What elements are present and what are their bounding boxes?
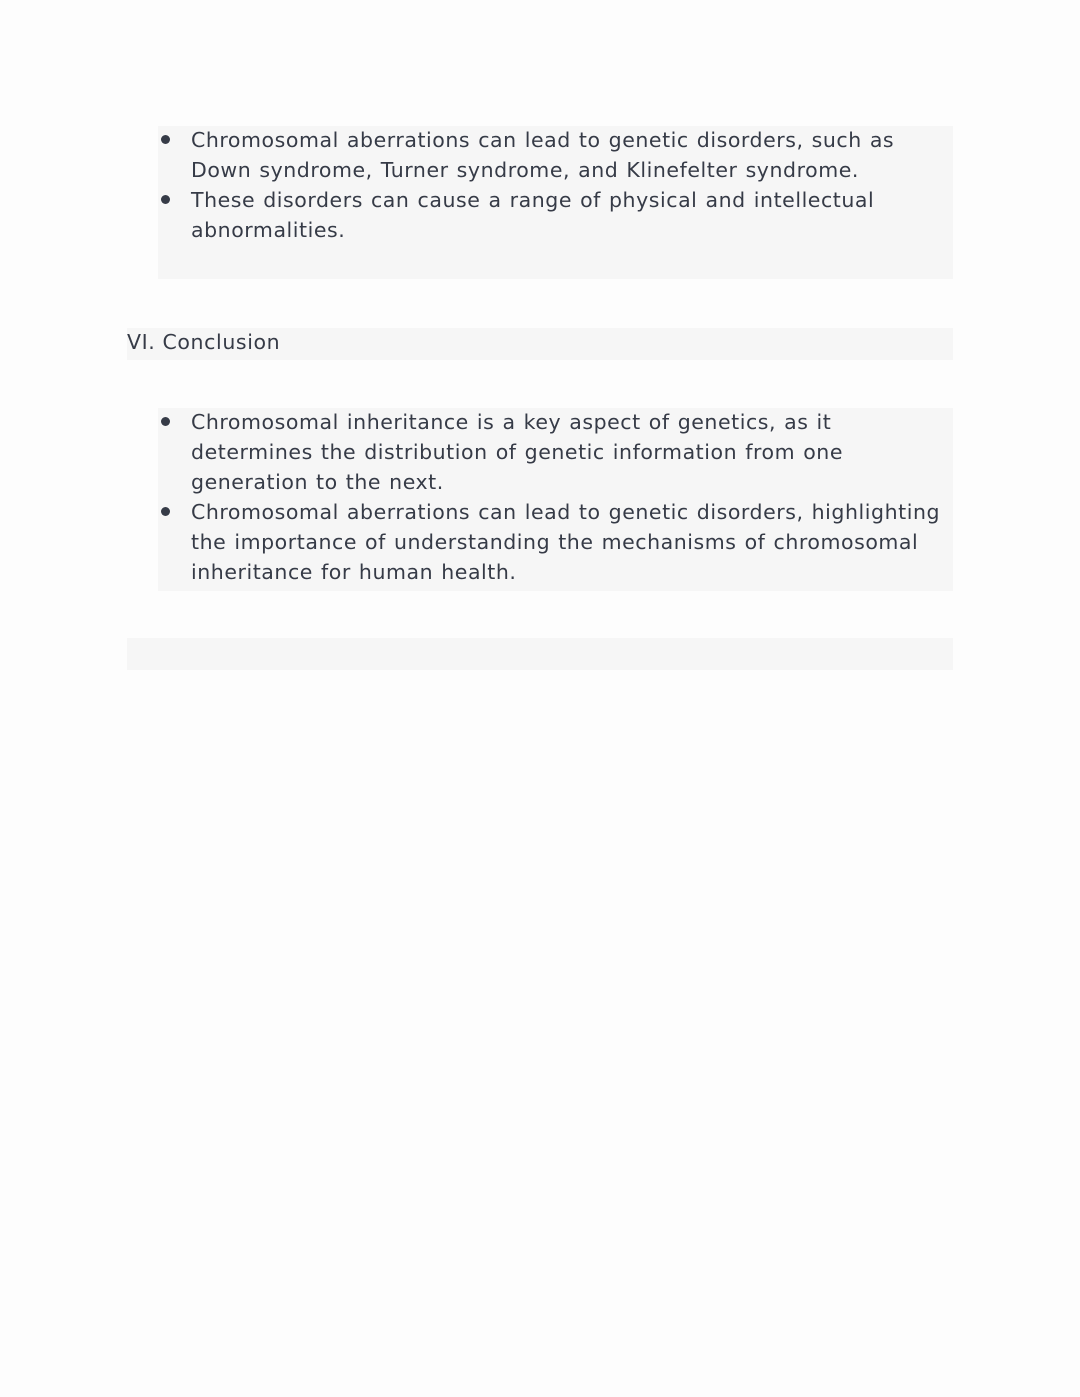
bullet-dot-icon [161, 135, 170, 144]
conclusion-heading-block [127, 328, 953, 360]
bullet-item [158, 125, 953, 185]
conclusion-bullet-list [158, 407, 953, 587]
bullet-dot-icon [161, 195, 170, 204]
bullet-item [158, 407, 953, 497]
bullet-text: These disorders can cause a range of physical and intellectual abnormalities. [191, 188, 875, 242]
bullet-dot-icon [161, 507, 170, 516]
empty-text-block [127, 638, 953, 670]
disorders-bullet-list [158, 125, 953, 245]
bullet-text: Chromosomal aberrations can lead to genetic disorders, highlighting the importance of understanding the mechanisms of chromosomal inheritance for human health. [191, 500, 941, 584]
bullet-item [158, 185, 953, 245]
bullet-item [158, 497, 953, 587]
conclusion-bullet-block [158, 408, 953, 591]
bullet-text: Chromosomal inheritance is a key aspect of genetics, as it determines the distribution of genetic information from one generation to the next. [191, 410, 843, 494]
disorders-bullet-block [158, 126, 953, 279]
section-heading: VI. Conclusion [127, 330, 281, 354]
bullet-dot-icon [161, 417, 170, 426]
bullet-text: Chromosomal aberrations can lead to genetic disorders, such as Down syndrome, Turner syndrome, and Klinefelter syndrome. [191, 128, 895, 182]
